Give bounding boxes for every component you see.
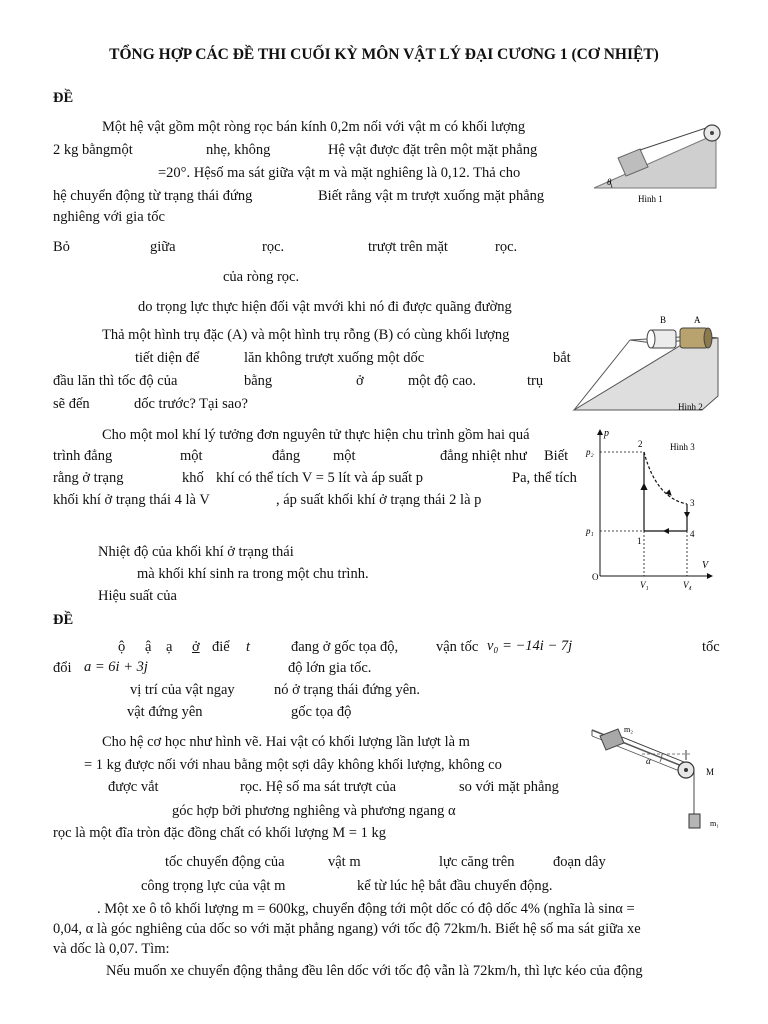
- kinematics-frag-d: ở: [192, 639, 200, 655]
- label-a: A: [694, 315, 701, 325]
- car-problem-line2: 0,04, α là góc nghiêng của dốc so với mặt phẳng ngang) với tốc độ 72km/h. Biết hệ số ma sát giữa xe: [53, 921, 641, 937]
- problem3-line4b: , áp suất khối khí ở trạng thái 2 là p: [276, 492, 482, 508]
- problem3-line2f: Biết: [544, 448, 569, 464]
- kinematics-line3b: nó ở trạng thái đứng yên.: [274, 682, 420, 698]
- mechanics-q1c: lực căng trên: [439, 854, 515, 870]
- mechanics-line3b: rọc. Hệ số ma sát trượt của: [240, 779, 397, 795]
- problem3-line2d: một: [333, 448, 356, 464]
- kinematics-frag-b: ậ: [145, 639, 152, 655]
- kinematics-frag-f: t: [246, 639, 251, 655]
- problem2-line3b: bằng: [244, 373, 273, 389]
- alpha-label: α: [646, 756, 651, 766]
- question3: do trọng lực thực hiện đối vật mvới khi nó đi được quãng đường: [138, 299, 512, 315]
- acceleration-formula: a = 6i + 3j: [84, 659, 148, 675]
- figure-3-caption: Hình 3: [670, 442, 695, 452]
- kinematics-line2b: độ lớn gia tốc.: [288, 660, 372, 676]
- problem2-line1: Thả một hình trụ đặc (A) và một hình trụ rỗng (B) có cùng khối lượng: [102, 327, 510, 343]
- mechanics-line3a: được vắt: [108, 779, 159, 795]
- sub-question-2: mà khối khí sinh ra trong một chu trình.: [137, 566, 369, 582]
- label-b: B: [660, 315, 667, 325]
- kinematics-frag-e: điể: [212, 639, 230, 655]
- kinematics-line4b: gốc tọa độ: [291, 704, 352, 720]
- question1-part-c: rọc.: [262, 239, 285, 255]
- mechanics-q1b: vật m: [328, 854, 361, 870]
- problem2-line2b: lăn không trượt xuống một dốc: [244, 350, 425, 366]
- figure-2-cylinders-slope: [570, 310, 730, 418]
- kinematics-tail: tốc: [702, 639, 720, 655]
- car-problem-line3: và dốc là 0,07. Tìm:: [53, 941, 170, 957]
- kinematics-frag-c: ạ: [166, 639, 173, 655]
- sub-question-3: Hiệu suất của: [98, 588, 177, 604]
- kinematics-line3a: vị trí của vật ngay: [130, 682, 235, 698]
- p2-label: p₂: [586, 447, 594, 457]
- state-3-label: 3: [690, 498, 695, 508]
- problem1-line2c: Hệ vật được đặt trên một mặt phẳng: [328, 142, 538, 158]
- state-1-label: 1: [637, 536, 642, 546]
- theta-label: θ: [607, 177, 612, 187]
- section-heading-de-2: ĐỀ: [53, 612, 74, 628]
- sub-question-1: Nhiệt độ của khối khí ở trạng thái: [98, 544, 294, 560]
- problem1-line3: =20°. Hệsố ma sát giữa vật m và mặt nghiêng là 0,12. Thả cho: [158, 165, 521, 181]
- kinematics-origin: đang ở gốc tọa độ,: [291, 639, 399, 655]
- block-m1: [689, 814, 700, 828]
- mechanics-q1d: đoạn dây: [553, 854, 606, 870]
- kinematics-line2a: đổi: [53, 660, 72, 676]
- kinematics-line4a: vật đứng yên: [127, 704, 203, 720]
- mechanics-line2: = 1 kg được nối với nhau bằng một sợi dây không khối lượng, không co: [84, 757, 502, 773]
- incline-wedge: [594, 134, 716, 188]
- problem3-line3c: khí có thể tích V = 5 lít và áp suất p: [216, 470, 423, 486]
- problem1-line5: nghiêng với gia tốc: [53, 209, 165, 225]
- problem2-line4b: dốc trước? Tại sao?: [134, 396, 248, 412]
- pulley-mass-label: M: [706, 767, 715, 777]
- problem3-line2b: một: [180, 448, 203, 464]
- origin-label: O: [592, 572, 599, 582]
- pulley-center: [684, 768, 688, 772]
- car-problem-line4: Nếu muốn xe chuyển động thẳng đều lên dốc với tốc độ vẫn là 72km/h, thì lực kéo của động: [106, 963, 643, 979]
- mechanics-q1a: tốc chuyển động của: [165, 854, 285, 870]
- problem1-line2a: 2 kg bằngmột: [53, 142, 133, 158]
- problem2-line3e: trụ: [527, 373, 544, 389]
- problem1-line1: Một hệ vật gồm một ròng rọc bán kính 0,2m nối với vật m có khối lượng: [102, 119, 526, 135]
- problem2-line3d: một độ cao.: [408, 373, 477, 389]
- question1-part-d: trượt trên mặt: [368, 239, 448, 255]
- rope-incline: [622, 737, 684, 762]
- document-title: TỔNG HỢP CÁC ĐỀ THI CUỐI KỲ MÔN VẬT LÝ ĐẠI CƯƠNG 1 (CƠ NHIỆT): [109, 46, 659, 63]
- question1-part-e: rọc.: [495, 239, 518, 255]
- v-axis-label: V: [702, 560, 709, 571]
- mechanics-line1: Cho hệ cơ học như hình vẽ. Hai vật có khối lượng lần lượt là m: [102, 734, 470, 750]
- problem2-line3c: ở: [356, 373, 364, 389]
- car-problem-line1: . Một xe ô tô khối lượng m = 600kg, chuyển động tới một dốc có độ dốc 4% (nghĩa là sinα =: [97, 901, 635, 917]
- p-axis-label: p: [604, 428, 609, 439]
- problem2-line2a: tiết diện để: [135, 350, 200, 366]
- cylinder-b-end: [647, 330, 655, 348]
- problem3-line4a: khối khí ở trạng thái 4 là V: [53, 492, 210, 508]
- kinematics-velocity-label: vận tốc: [436, 639, 479, 655]
- question2: của ròng rọc.: [223, 269, 300, 285]
- problem1-line4b: Biết rằng vật m trượt xuống mặt phẳng: [318, 188, 545, 204]
- state-4-label: 4: [690, 529, 695, 539]
- figure-3-pv-diagram: [580, 420, 730, 592]
- figure-1-caption: Hình 1: [638, 194, 663, 204]
- mechanics-line3c: so với mặt phẳng: [459, 779, 559, 795]
- mechanics-q2b: kể từ lúc hệ bắt đầu chuyển động.: [357, 878, 553, 894]
- problem3-line1: Cho một mol khí lý tưởng đơn nguyên tử thực hiện chu trình gồm hai quá: [102, 427, 530, 443]
- m2-label: m₂: [624, 725, 634, 734]
- p1-label: p₁: [586, 526, 594, 536]
- problem1-line4a: hệ chuyển động từ trạng thái đứng: [53, 188, 253, 204]
- m1-label: m₁: [710, 819, 720, 828]
- figure-2-caption: Hình 2: [678, 402, 703, 412]
- problem2-line3a: đầu lăn thì tốc độ của: [53, 373, 178, 389]
- question1-part-b: giữa: [150, 239, 176, 255]
- mechanics-q2a: công trọng lực của vật m: [141, 878, 286, 894]
- problem1-line2b: nhẹ, không: [206, 142, 271, 158]
- problem2-line4a: sẽ đến: [53, 396, 90, 412]
- kinematics-frag-a: ộ: [118, 639, 126, 655]
- problem3-line3d: Pa, thể tích: [512, 470, 577, 486]
- arrow-2-3: [668, 492, 671, 495]
- figure-1-incline-pulley: [588, 112, 730, 212]
- initial-velocity-formula: v₀ = −14i − 7j: [487, 638, 573, 654]
- mechanics-line5: rọc là một đĩa tròn đặc đồng chất có khối lượng M = 1 kg: [53, 825, 386, 841]
- problem3-line2c: đẳng: [272, 448, 301, 464]
- problem3-line2e: đẳng nhiệt như: [440, 448, 527, 464]
- problem2-line2c: bắt: [553, 350, 571, 366]
- cylinder-a-end: [704, 328, 712, 348]
- v1-label: V₁: [640, 580, 649, 590]
- mechanics-line4: góc hợp bởi phương nghiêng và phương ngang α: [172, 803, 456, 819]
- pulley-axle: [710, 131, 714, 135]
- state-2-label: 2: [638, 439, 643, 449]
- block-m2: [600, 729, 624, 750]
- v4-label: V₄: [683, 580, 692, 590]
- problem3-line3a: rằng ở trạng: [53, 470, 124, 486]
- figure-4-incline-pulley-system: [588, 720, 734, 838]
- question1-part-a: Bỏ: [53, 239, 70, 255]
- problem3-line3b: khố: [182, 470, 204, 486]
- problem3-line2a: trình đẳng: [53, 448, 113, 464]
- section-heading-de-1: ĐỀ: [53, 90, 74, 106]
- process-2-3: [644, 452, 687, 504]
